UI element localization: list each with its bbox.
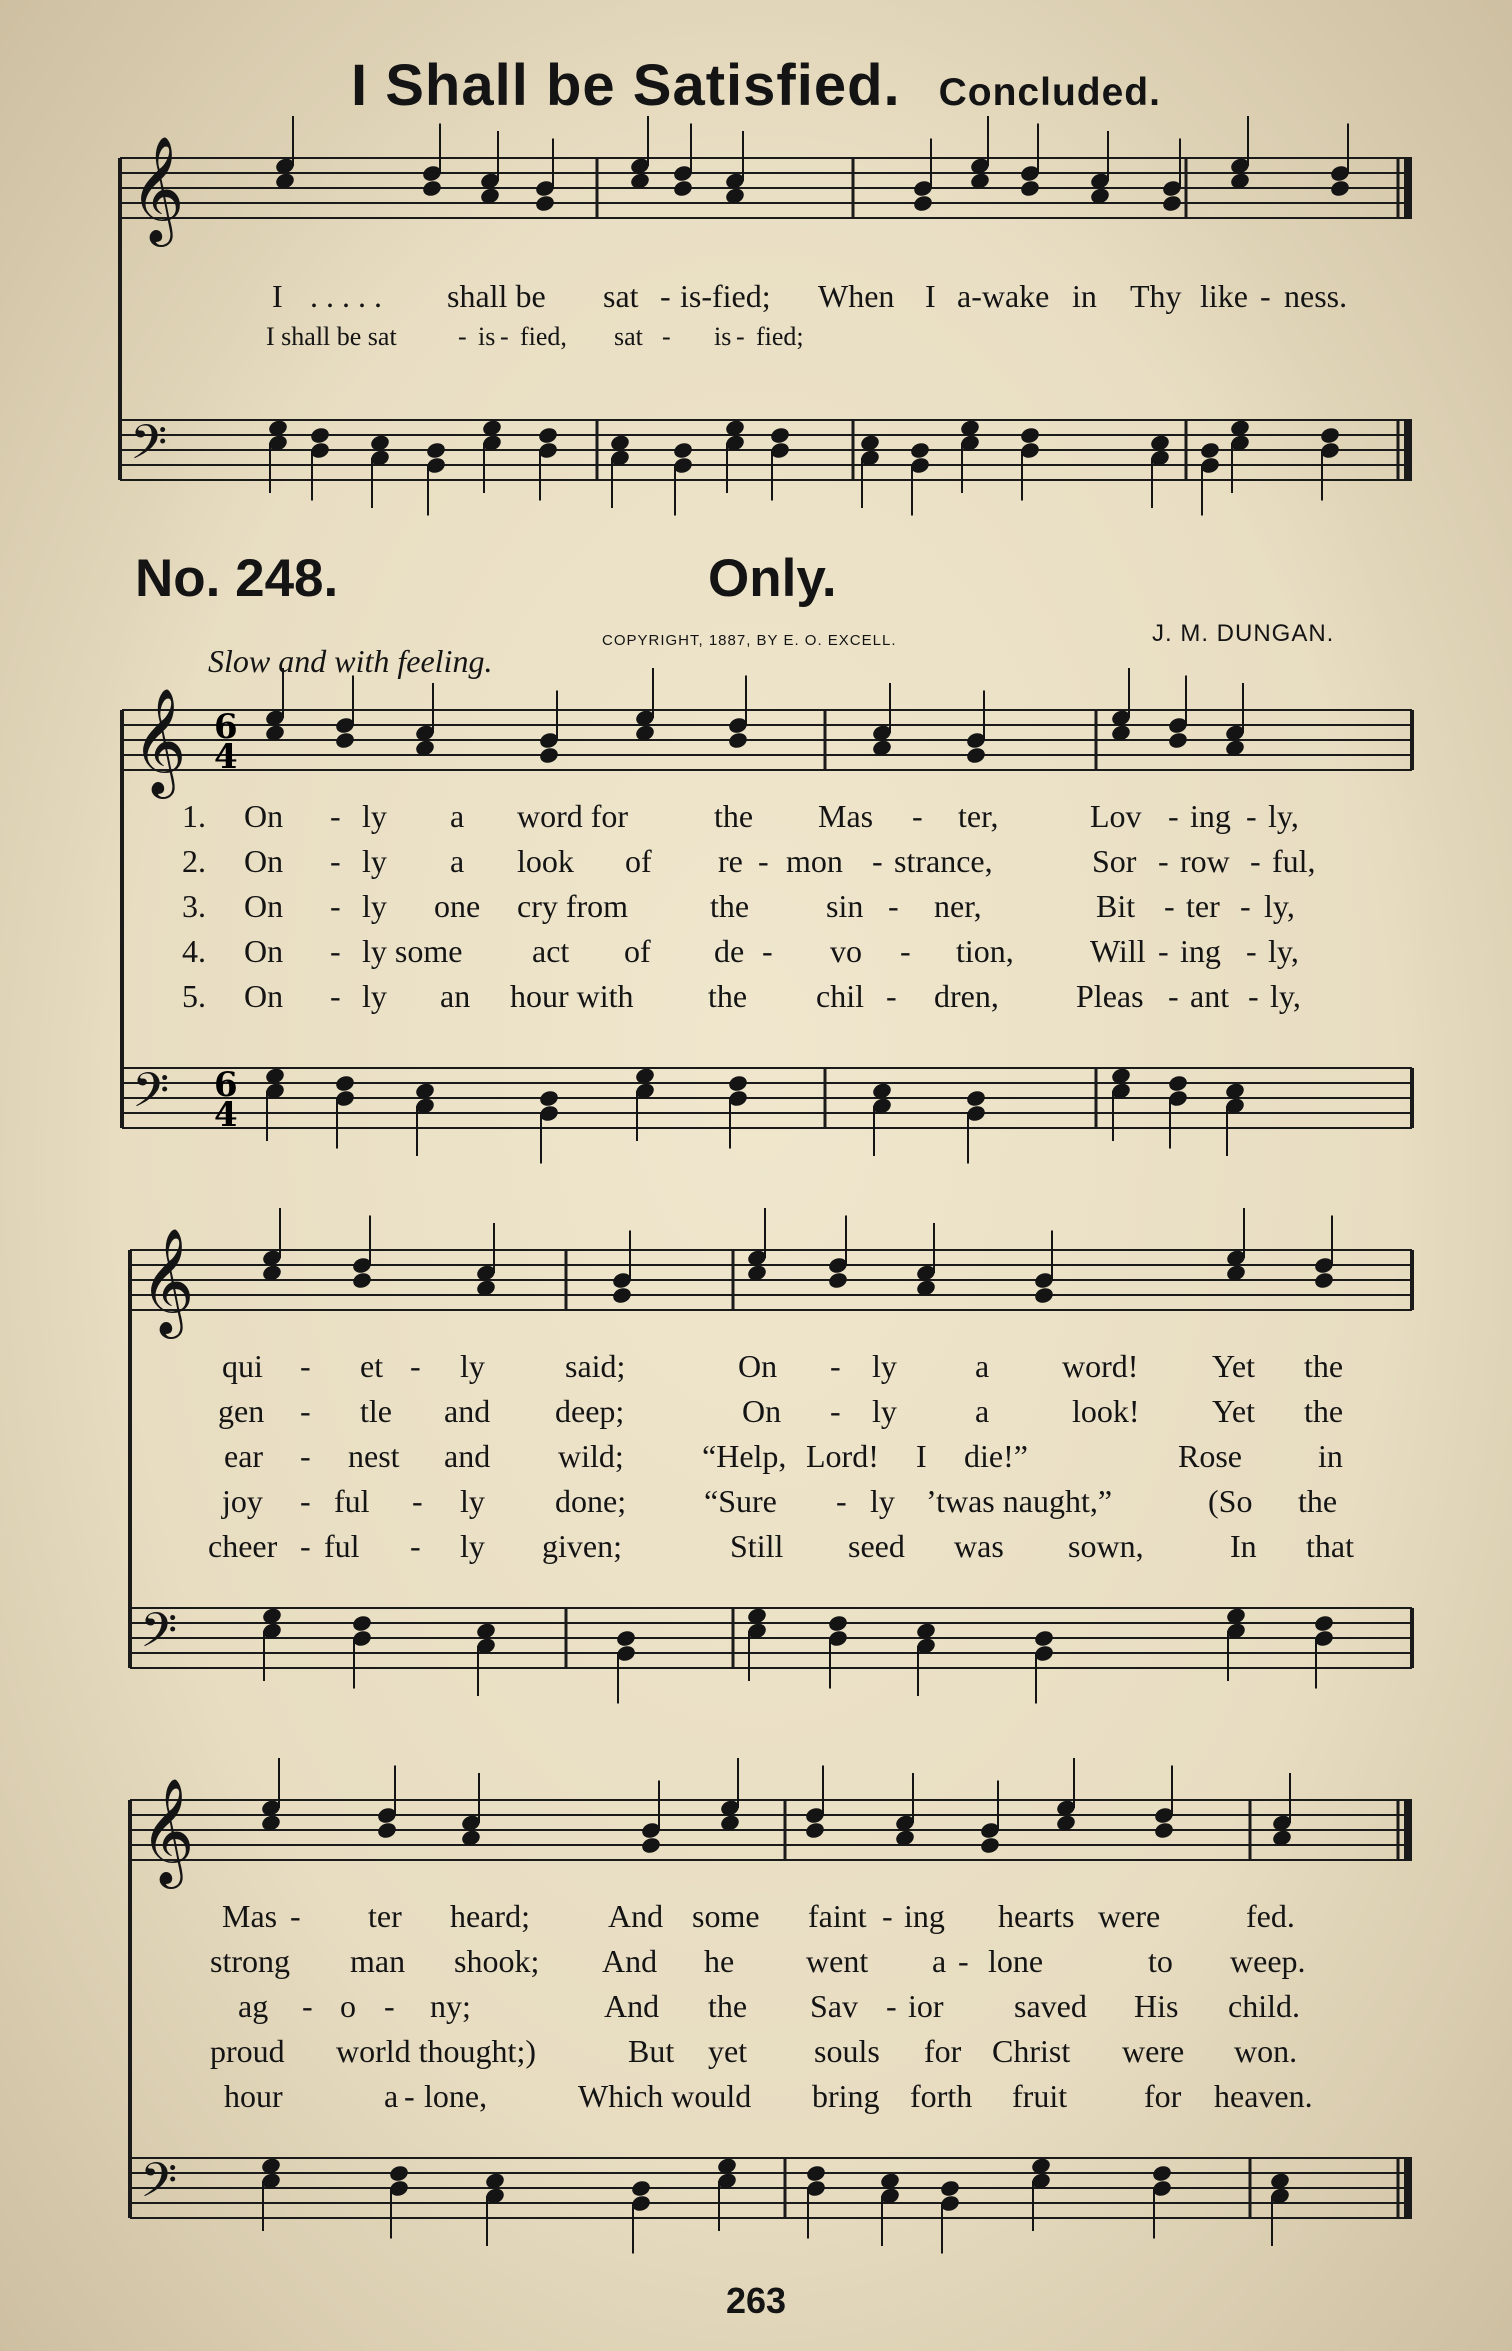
lyric-syllable: et (360, 1348, 384, 1384)
note-head (965, 1089, 987, 1108)
lyric-syllable: dren, (934, 978, 999, 1014)
lyric-syllable: a-wake (957, 278, 1050, 314)
lyric-syllable: - (888, 888, 899, 924)
lyric-syllable: ag (238, 1988, 269, 2024)
lyric-syllable: Rose (1178, 1438, 1242, 1474)
note-head (538, 746, 560, 765)
note-head (805, 2164, 827, 2183)
lyric-syllable: were (1098, 1898, 1161, 1934)
staff-lines (120, 158, 1412, 2218)
tempo-marking: Slow and with feeling. (208, 643, 493, 679)
note-head (912, 194, 934, 213)
lyric-syllable: is (714, 322, 732, 351)
note-head (640, 1836, 662, 1855)
lyric-syllable: were (1122, 2033, 1185, 2069)
lyric-syllable: - (1246, 933, 1257, 969)
lyric-syllable: strong (210, 1943, 290, 1979)
lyric-syllable: of (624, 933, 651, 969)
lyric-syllable: Will (1090, 933, 1146, 969)
lyric-syllable: Which would (578, 2078, 752, 2114)
lyric-syllable: look! (1072, 1393, 1140, 1429)
lyric-syllable: sat (614, 322, 643, 351)
lyric-syllable: - (404, 2078, 415, 2114)
lyric-syllable: ior (908, 1988, 944, 2024)
note-head (611, 1286, 633, 1305)
lyric-syllable: man (350, 1943, 406, 1979)
lyric-syllable: fruit (1012, 2078, 1068, 2114)
lyric-syllable: a (932, 1943, 947, 1979)
lyric-syllable: - (300, 1348, 311, 1384)
note-head (1153, 1821, 1175, 1840)
lyric-syllable: ly (870, 1483, 895, 1519)
lyric-syllable: o (340, 1988, 356, 2024)
lyric-syllable: And (604, 1988, 660, 2024)
lyric-syllable: ly (872, 1348, 897, 1384)
treble-clef-icon: 𝄞 (132, 687, 187, 794)
lyric-syllable: - (958, 1943, 969, 1979)
note-head (615, 1629, 637, 1648)
lyric-syllable: saved (1014, 1988, 1087, 2024)
lyric-syllable: (So (1208, 1483, 1253, 1519)
bass-clef-icon: 𝄢 (140, 2152, 178, 2220)
lyric-syllable: shall be (447, 278, 546, 314)
lyric-syllable: ner, (934, 888, 982, 924)
lyric-syllable: won. (1234, 2033, 1298, 2069)
lyric-syllable: nest (348, 1438, 400, 1474)
lyric-syllable: - (1240, 888, 1251, 924)
note-head (1019, 179, 1041, 198)
composer-credit: J. M. DUNGAN. (1152, 620, 1335, 647)
lyric-syllable: heaven. (1214, 2078, 1313, 2114)
note-head (1167, 731, 1189, 750)
lyric-syllable: - (1168, 978, 1179, 1014)
lyric-syllable: the (1304, 1393, 1344, 1429)
lyric-syllable: lone (988, 1943, 1044, 1979)
lyric-syllable: Yet (1212, 1348, 1255, 1384)
lyric-syllable: world thought;) (336, 2033, 536, 2069)
note-head (1151, 2164, 1173, 2183)
verse-number: 5. (182, 978, 206, 1014)
lyric-syllable: and (444, 1393, 491, 1429)
verse-number: 2. (182, 843, 206, 879)
lyric-syllable: - (300, 1528, 311, 1564)
lyric-syllable: On (738, 1348, 778, 1384)
note-head (965, 746, 987, 765)
final-barline (1404, 2158, 1412, 2218)
note-head (672, 179, 694, 198)
lyric-syllable: - (330, 843, 341, 879)
bass-clef-icon: 𝄢 (130, 414, 168, 482)
lyric-syllable: I shall be sat (266, 322, 397, 351)
lyric-syllable: for (1144, 2078, 1182, 2114)
time-signature-top: 6 (214, 1065, 238, 1105)
lyric-syllable: to (1148, 1943, 1173, 1979)
lyric-syllable: - (1250, 843, 1261, 879)
bass-clef-icon: 𝄢 (140, 1602, 178, 1670)
lyric-syllable: ing (904, 1898, 945, 1934)
lyric-syllable: ny; (430, 1988, 471, 2024)
note-head (1313, 1614, 1335, 1633)
lyric-syllable: a (450, 798, 465, 834)
lyric-syllable: - (882, 1898, 893, 1934)
note-head (1033, 1286, 1055, 1305)
lyric-syllable: hearts (998, 1898, 1075, 1934)
lyric-syllable: - (500, 322, 509, 351)
lyric-syllable: - (1248, 978, 1259, 1014)
lyric-syllable: fed. (1246, 1898, 1295, 1934)
lyric-syllable: ly (460, 1348, 485, 1384)
lyric-syllable: - (912, 798, 923, 834)
lyric-syllable: - (886, 1988, 897, 2024)
lyric-syllable: - (836, 1483, 847, 1519)
lyric-syllable: the (710, 888, 750, 924)
lyric-syllable: de (714, 933, 745, 969)
treble-clef-icon: 𝄞 (140, 1777, 195, 1884)
lyric-syllable: - (302, 1988, 313, 2024)
lyric-syllable: deep; (555, 1393, 625, 1429)
note-head (1167, 1074, 1189, 1093)
lyric-syllable: - (1158, 933, 1169, 969)
lyric-syllable: is (478, 322, 496, 351)
lyric-syllable: cheer (208, 1528, 278, 1564)
note-head (1161, 194, 1183, 213)
lyric-syllable: yet (708, 2033, 748, 2069)
lyric-syllable: I (925, 278, 936, 314)
lyric-syllable: “Sure (704, 1483, 777, 1519)
lyric-syllable: - (762, 933, 773, 969)
lyric-syllable: - (660, 278, 671, 314)
treble-clef-icon: 𝄞 (130, 135, 185, 242)
lyric-syllable: - (1164, 888, 1175, 924)
note-head (334, 731, 356, 750)
lyric-syllable: went (806, 1943, 869, 1979)
page-number: 263 (725, 2280, 787, 2321)
note-head (727, 1074, 749, 1093)
note-head (309, 426, 331, 445)
lyric-syllable: done; (555, 1483, 627, 1519)
lyric-syllable: - (758, 843, 769, 879)
lyric-syllable: ly (460, 1528, 485, 1564)
final-barline (1404, 420, 1412, 480)
lyric-syllable: a (450, 843, 465, 879)
lyric-syllable: a (975, 1348, 990, 1384)
note-head (376, 1821, 398, 1840)
note-head (939, 2179, 961, 2198)
lyric-syllable: fied; (756, 322, 804, 351)
lyric-syllable: Bit (1096, 888, 1136, 924)
lyric-syllable: hour with (510, 978, 634, 1014)
lyric-syllable: - (1260, 278, 1271, 314)
lyric-syllable: Lord! (806, 1438, 879, 1474)
lyric-syllable: lone, (424, 2078, 488, 2114)
lyric-syllable: Thy (1130, 278, 1182, 314)
note-head (388, 2164, 410, 2183)
lyric-syllable: ful, (1272, 843, 1316, 879)
final-barline (1404, 1800, 1412, 1860)
lyric-syllable: cry from (517, 888, 629, 924)
note-head (909, 441, 931, 460)
lyric-syllable: ly (872, 1393, 897, 1429)
treble-clef-icon: 𝄞 (140, 1227, 195, 1334)
note-head (334, 1074, 356, 1093)
lyric-syllable: of (625, 843, 652, 879)
lyric-syllable: Mas (818, 798, 874, 834)
lyric-syllable: In (1230, 1528, 1257, 1564)
lyric-syllable: ful (334, 1483, 370, 1519)
lyric-syllable: in (1318, 1438, 1343, 1474)
lyric-syllable: forth (910, 2078, 973, 2114)
lyric-syllable: ter (1186, 888, 1220, 924)
lyric-syllable: an (440, 978, 471, 1014)
lyric-syllable: - (290, 1898, 301, 1934)
note-head (1313, 1271, 1335, 1290)
lyric-syllable: seed (848, 1528, 905, 1564)
lyric-syllable: weep. (1230, 1943, 1306, 1979)
lyric-syllable: sat (603, 278, 639, 314)
lyric-syllable: ness. (1284, 278, 1348, 314)
lyric-syllable: Pleas (1076, 978, 1144, 1014)
note-head (351, 1271, 373, 1290)
lyric-syllable: On (244, 978, 284, 1014)
time-signature-bottom: 4 (214, 737, 238, 777)
lyric-syllable: - (1158, 843, 1169, 879)
lyric-syllable: - (872, 843, 883, 879)
lyric-syllable: I (916, 1438, 927, 1474)
time-signature-bottom: 4 (214, 1095, 238, 1135)
lyric-syllable: ’twas naught,” (926, 1483, 1113, 1519)
lyric-syllable: On (244, 843, 284, 879)
lyric-syllable: faint (808, 1898, 867, 1934)
lyric-syllable: - (330, 888, 341, 924)
lyric-syllable: On (742, 1393, 782, 1429)
lyric-syllable: some (692, 1898, 760, 1934)
note-head (1329, 179, 1351, 198)
lyric-syllable: bring (812, 2078, 880, 2114)
music-symbols (130, 135, 238, 2220)
lyric-syllable: ter (368, 1898, 402, 1934)
note-head (979, 1836, 1001, 1855)
final-barline (1404, 158, 1412, 218)
lyric-syllable: the (1304, 1348, 1344, 1384)
lyric-syllable: fied, (520, 322, 567, 351)
lyric-syllable: - (330, 978, 341, 1014)
lyric-syllable: tion, (956, 933, 1014, 969)
lyric-syllable: heard; (450, 1898, 530, 1934)
verse-number: 3. (182, 888, 206, 924)
lyric-syllable: ly, (1268, 798, 1299, 834)
lyric-syllable: die!” (964, 1438, 1028, 1474)
lyric-syllable: sin (826, 888, 864, 924)
verse-number: 4. (182, 933, 206, 969)
lyric-syllable: re (718, 843, 743, 879)
lyric-syllable: - (830, 1393, 841, 1429)
lyric-syllable: - (300, 1393, 311, 1429)
lyric-syllable: proud (210, 2033, 285, 2069)
note-head (534, 194, 556, 213)
lyric-syllable: is-fied; (680, 278, 771, 314)
lyric-syllable: like (1200, 278, 1248, 314)
lyric-syllable: qui (222, 1348, 263, 1384)
lyric-syllable: mon (786, 843, 843, 879)
lyric-syllable: . . . . . (310, 278, 382, 314)
lyric-syllable: - (384, 1988, 395, 2024)
lyric-syllable: ter, (958, 798, 999, 834)
lyric-syllable: - (886, 978, 897, 1014)
lyric-syllable: ly (460, 1483, 485, 1519)
lyric-syllable: I (272, 278, 283, 314)
lyric-syllable: a (384, 2078, 399, 2114)
lyric-syllable: one (434, 888, 481, 924)
lyric-syllable: given; (542, 1528, 622, 1564)
lyric-syllable: was (954, 1528, 1004, 1564)
lyric-syllable: ing (1180, 933, 1221, 969)
note-head (1019, 426, 1041, 445)
lyric-syllable: - (662, 322, 671, 351)
lyric-syllable: - (830, 1348, 841, 1384)
lyric-syllable: When (818, 278, 895, 314)
lyric-syllable: Still (730, 1528, 784, 1564)
lyric-syllable: - (330, 933, 341, 969)
lyric-syllable: “Help, (702, 1438, 787, 1474)
lyric-syllable: His (1134, 1988, 1179, 2024)
lyric-syllable: word! (1062, 1348, 1139, 1384)
lyric-syllable: ly (362, 798, 387, 834)
lyric-syllable: - (300, 1438, 311, 1474)
note-head (769, 426, 791, 445)
lyric-syllable: Lov (1090, 798, 1142, 834)
lyric-syllable: row (1180, 843, 1230, 879)
lyric-syllable: souls (814, 2033, 880, 2069)
lyric-syllable: ant (1190, 978, 1230, 1014)
lyric-syllable: word for (517, 798, 629, 834)
copyright-notice: COPYRIGHT, 1887, BY E. O. EXCELL. (602, 632, 897, 649)
note-head (1199, 441, 1221, 460)
lyric-syllable: ly, (1264, 888, 1295, 924)
note-head (672, 441, 694, 460)
lyric-syllable: and (444, 1438, 491, 1474)
note-head (537, 426, 559, 445)
time-signature-top: 6 (214, 707, 238, 747)
lyric-syllable: he (704, 1943, 735, 1979)
lyric-syllable: - (300, 1483, 311, 1519)
lyric-syllable: - (458, 322, 467, 351)
note-head (1033, 1629, 1055, 1648)
note-head (425, 441, 447, 460)
lyric-syllable: gen (218, 1393, 265, 1429)
note-head (827, 1614, 849, 1633)
lyric-syllable: the (1298, 1483, 1338, 1519)
note-head (538, 1089, 560, 1108)
lyric-syllable: sown, (1068, 1528, 1144, 1564)
hymn-number: No. 248. (135, 549, 339, 608)
note-head (351, 1614, 373, 1633)
lyric-syllable: wild; (558, 1438, 624, 1474)
lyric-syllable: - (410, 1528, 421, 1564)
lyric-syllable: Sav (810, 1988, 858, 2024)
note-head (1319, 426, 1341, 445)
note-head (827, 1271, 849, 1290)
lyric-syllable: the (708, 978, 748, 1014)
lyric-syllable: ly (362, 888, 387, 924)
lyric-syllable: ing (1190, 798, 1231, 834)
lyric-syllable: child. (1228, 1988, 1300, 2024)
bass-clef-icon: 𝄢 (132, 1062, 170, 1130)
lyric-syllable: - (1168, 798, 1179, 834)
lyric-syllable: the (708, 1988, 748, 2024)
lyric-syllable: - (900, 933, 911, 969)
lyric-syllable: - (330, 798, 341, 834)
lyric-syllable: And (608, 1898, 664, 1934)
note-head (727, 731, 749, 750)
lyric-syllable: Christ (992, 2033, 1071, 2069)
lyric-syllable: look (517, 843, 574, 879)
lyric-syllable: ful (324, 1528, 360, 1564)
lyric-syllable: that (1306, 1528, 1354, 1564)
title-suffix: Concluded. (938, 71, 1161, 114)
lyric-syllable: joy (222, 1483, 263, 1519)
lyric-syllable: On (244, 798, 284, 834)
lyric-syllable: Sor (1092, 843, 1137, 879)
lyric-syllable: On (244, 888, 284, 924)
note-head (421, 179, 443, 198)
verse-number: 1. (182, 798, 206, 834)
hymn-title: Only. (708, 549, 837, 608)
lyric-syllable: But (628, 2033, 675, 2069)
lyric-syllable: ear (224, 1438, 264, 1474)
lyric-syllable: shook; (454, 1943, 540, 1979)
lyric-syllable: act (532, 933, 570, 969)
lyric-syllable: chil (816, 978, 864, 1014)
lyric-syllable: a (975, 1393, 990, 1429)
note-head (804, 1821, 826, 1840)
lyric-syllable: for (924, 2033, 962, 2069)
lyric-syllable: ly, (1270, 978, 1301, 1014)
lyric-syllable: Yet (1212, 1393, 1255, 1429)
lyric-syllable: - (736, 322, 745, 351)
lyric-syllable: the (714, 798, 754, 834)
lyric-syllable: ly (362, 978, 387, 1014)
lyric-syllable: - (1246, 798, 1257, 834)
lyric-syllable: ly some (362, 933, 463, 969)
note-head (630, 2179, 652, 2198)
lyric-syllable: And (602, 1943, 658, 1979)
lyric-syllable: - (412, 1483, 423, 1519)
lyric-syllable: in (1072, 278, 1097, 314)
lyric-syllable: strance, (894, 843, 993, 879)
lyric-syllable: tle (360, 1393, 392, 1429)
lyric-syllable: vo (830, 933, 862, 969)
lyric-syllable: - (410, 1348, 421, 1384)
lyric-syllable: Mas (222, 1898, 278, 1934)
lyric-syllable: ly (362, 843, 387, 879)
lyric-syllable: said; (565, 1348, 626, 1384)
lyric-syllable: On (244, 933, 284, 969)
lyric-syllable: ly, (1268, 933, 1299, 969)
song-title-concluded: I Shall be Satisfied. (351, 53, 901, 118)
lyric-syllable: hour (224, 2078, 283, 2114)
